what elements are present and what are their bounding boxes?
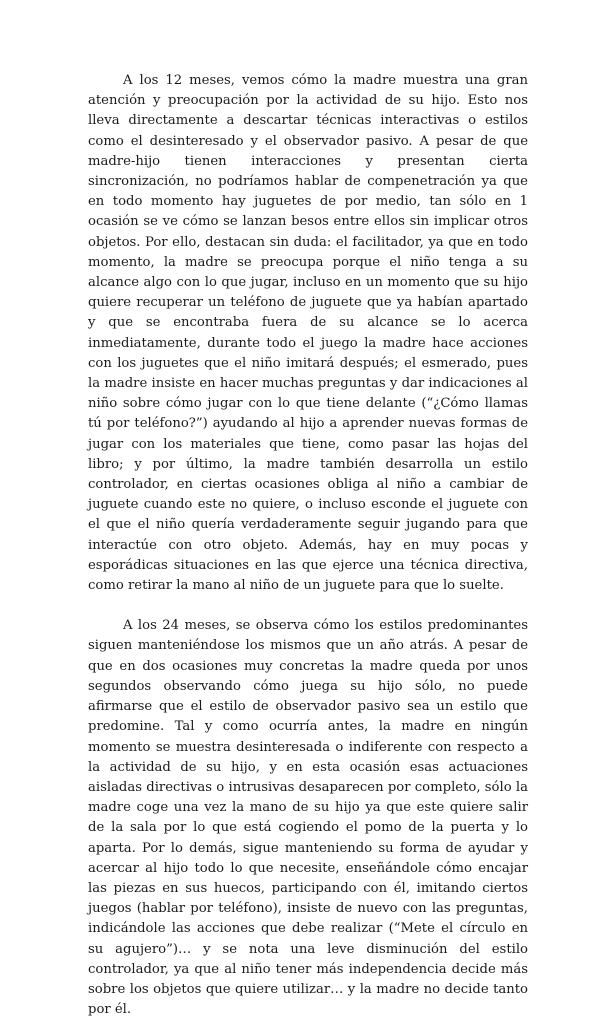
paragraph-12-months: A los 12 meses, vemos cómo la madre muestra una gran atención y preocupación por la actividad de su hijo. Esto nos lleva directamente a descartar técnicas interactivas o estilos como el desinteresado y el observador pasivo. A pesar de que madre-hijo tienen interacciones y presentan cierta sincronización, no podríamos hablar de compenetración ya que en todo momento hay juguetes de por medio, tan sólo en 1 ocasión se ve cómo se lanzan besos entre ellos sin implicar otros objetos. Por ello, destacan sin duda: el facilitador, ya que en todo momento, la madre se preocupa porque el niño tenga a su alcance algo con lo que jugar, incluso en un momento que su hijo quiere recuperar un teléfono de juguete que ya habían apartado y que se encontraba fuera de su alcance se lo acerca inmediatamente, durante todo el juego la madre hace acciones con los juguetes que el niño imitará después; el esmerado, pues la madre insiste en hacer muchas preguntas y dar indicaciones al niño sobre cómo jugar con lo que tiene delante (“¿Cómo llamas tú por teléfono?”) ayudando al hijo a aprender nuevas formas de jugar con los materiales que tiene, como pasar las hojas del libro; y por último, la madre también desarrolla un estilo controlador, en ciertas ocasiones obliga al niño a cambiar de juguete cuando este no quiere, o incluso esconde el juguete con el que el niño quería verdaderamente seguir jugando para que interactúe con otro objeto. Además, hay en muy pocas y esporádicas situaciones en las que ejerce una técnica directiva, como retirar la mano al niño de un juguete para que lo suelte. xyxy=(88,73,528,594)
document-page xyxy=(88,71,528,1020)
paragraph-24-months: A los 24 meses, se observa cómo los estilos predominantes siguen manteniéndose los mismos que un año atrás. A pesar de que en dos ocasiones muy concretas la madre queda por unos segundos observando cómo juega su hijo sólo, no puede afirmarse que el estilo de observador pasivo sea un estilo que predomine. Tal y como ocurría antes, la madre en ningún momento se muestra desinteresada o indiferente con respecto a la actividad de su hijo, y en esta ocasión esas actuaciones aisladas directivas o intrusivas desaparecen por completo, sólo la madre coge una vez la mano de su hijo ya que este quiere salir de la sala por lo que está cogiendo el pomo de la puerta y lo aparta. Por lo demás, sigue manteniendo su forma de ayudar y acercar al hijo todo lo que necesite, enseñándole cómo encajar las piezas en sus huecos, participando con él, imitando ciertos juegos (hablar por teléfono), insiste de nuevo con las preguntas, indicándole las acciones que debe realizar (“Mete el círculo en su agujero”)… y se nota una leve disminución del estilo controlador, ya que al niño tener más independencia decide más sobre los objetos que quiere utilizar… y la madre no decide tanto por él. xyxy=(88,618,528,1018)
